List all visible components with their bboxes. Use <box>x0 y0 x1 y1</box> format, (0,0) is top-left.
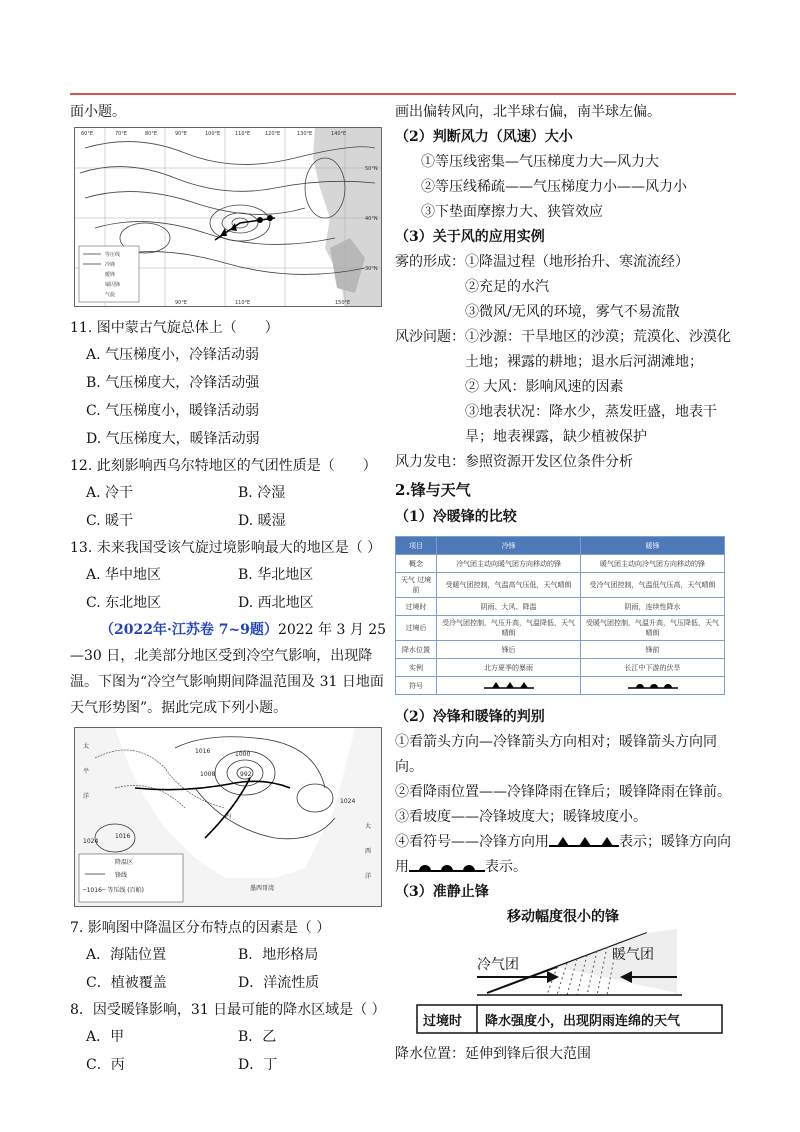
q7-option-c[interactable]: C．植被覆盖 <box>86 975 167 991</box>
side-weather: 天气 <box>400 576 415 584</box>
map1-lat-2: 30°N <box>365 266 378 272</box>
section-front-weather: 2.锋与天气 <box>395 481 471 499</box>
q11-option-d[interactable]: D. 气压梯度大，暖锋活动弱 <box>86 431 260 447</box>
map2-place-tai: 太 <box>83 743 90 750</box>
rain-position-line: 降水位置：延伸到锋后很大范围 <box>395 1046 591 1062</box>
cell: 长江中下游的伏旱 <box>581 659 725 677</box>
map2-isobar-1008: 1008 <box>200 771 216 778</box>
map1-legend-cyclone: 气旋 <box>105 292 116 298</box>
q11-option-c[interactable]: C. 气压梯度小，暖锋活动弱 <box>86 403 260 419</box>
left-column <box>70 100 390 1079</box>
warm-front-symbol-cell <box>581 677 725 695</box>
th-cold: 冷锋 <box>437 537 581 555</box>
deflection-line: 画出偏转风向，北半球右偏，南半球左偏。 <box>395 104 661 120</box>
q11-option-a[interactable]: A. 气压梯度小，冷锋活动弱 <box>86 347 260 363</box>
heading-front-compare: （1）冷暖锋的比较 <box>395 509 517 525</box>
map1-lon-6: 120°E <box>265 131 281 137</box>
q13-option-d[interactable]: D. 西北地区 <box>238 595 314 611</box>
map1-bottom-2: 150°E <box>335 300 351 306</box>
map2-isobar-1000: 1000 <box>235 751 251 758</box>
map2-legend-cooling: 降温区 <box>115 859 134 866</box>
map2-isobar-992: 992 <box>240 771 252 778</box>
map1-lon-4: 100°E <box>205 131 221 137</box>
judge-4c: 用 <box>395 859 409 875</box>
map1-lon-5: 110°E <box>235 131 251 137</box>
cell: 阴雨，连续性降水 <box>581 598 725 616</box>
cell: 锋后 <box>437 641 581 659</box>
heading-stationary-front: （3）准静止锋 <box>395 884 489 900</box>
map1-legend-cold: 冷锋 <box>105 262 116 268</box>
sand-item-2: ② 大风：影响风速的因素 <box>465 379 624 395</box>
pass-label: 过境时 <box>423 1014 463 1029</box>
map1-legend-occluded: 锢囚锋 <box>105 282 121 288</box>
pass-text: 降水强度小，出现阴雨连绵的天气 <box>485 1014 681 1029</box>
stationary-front-diagram <box>407 905 727 1040</box>
map2-isobar-1024a: 1024 <box>340 798 356 805</box>
map2-place-ping: 平 <box>83 768 90 775</box>
map2-place-nei: 内 <box>225 813 232 820</box>
judge-4d: 表示。 <box>485 859 527 875</box>
map2-place-yang1: 洋 <box>83 793 90 800</box>
fog-item-2: ②充足的水汽 <box>465 279 549 295</box>
intro-tail: 面小题。 <box>70 104 126 120</box>
sand-label: 风沙问题： <box>395 329 465 345</box>
th-warm: 暖锋 <box>581 537 725 555</box>
header-rule <box>70 93 736 95</box>
fog-label: 雾的形成： <box>395 254 465 270</box>
map1-lat-1: 40°N <box>365 216 378 222</box>
warm-air-label: 暖气团 <box>612 947 654 963</box>
cell: 冷气团主动向暖气团方向移动的锋 <box>437 555 581 573</box>
row-after: 过境后 <box>396 616 437 641</box>
warm-front-icon <box>628 681 678 689</box>
q8-stem: 8．因受暖锋影响，31 日最可能的降水区域是（ ） <box>70 1002 386 1018</box>
q8-option-d[interactable]: D．丁 <box>238 1057 278 1073</box>
cell: 暖气团主动向冷气团方向移动的锋 <box>581 555 725 573</box>
map1-lon-8: 140°E <box>331 131 347 137</box>
map1-lat-0: 50°N <box>365 166 378 172</box>
cell: 锋前 <box>581 641 725 659</box>
q7-stem: 7. 影响图中降温区分布特点的因素是（ ） <box>70 920 331 936</box>
judge-4a: ④看符号——冷锋方向用 <box>395 834 549 850</box>
q12-option-a[interactable]: A. 冷干 <box>86 485 134 501</box>
wind-rule-1: ①等压线密集—气压梯度力大—风力大 <box>421 154 659 170</box>
cell: 受冷气团控制，气温低气压高，天气晴朗 <box>581 573 725 598</box>
wind-rule-3: ③下垫面摩擦力大、狭管效应 <box>421 204 603 220</box>
cell: 受冷气团控制，气压升高，气温降低，天气晴朗 <box>437 616 581 641</box>
cold-front-symbol-cell <box>437 677 581 695</box>
cell: 北方夏季的暴雨 <box>437 659 581 677</box>
q13-stem: 13. 未来我国受该气旋过境影响最大的地区是（ ） <box>70 540 382 556</box>
north-america-weather-map <box>74 727 382 907</box>
map2-legend-front: 锋线 <box>115 872 128 879</box>
q13-option-b[interactable]: B. 华北地区 <box>238 567 314 583</box>
q12-stem: 12. 此刻影响西乌尔特地区的气团性质是（ ） <box>70 458 377 474</box>
q7-option-b[interactable]: B．地形格局 <box>238 947 319 963</box>
row-example: 实例 <box>396 659 437 677</box>
cell: 阴雨、大风、降温 <box>437 598 581 616</box>
heading-wind-force: （2）判断风力（风速）大小 <box>395 129 573 145</box>
fog-item-1: ①降温过程（地形抬升、寒流流经） <box>465 254 689 270</box>
warm-front-inline-icon <box>409 860 485 874</box>
map1-bottom-1: 110°E <box>235 300 251 306</box>
q11-option-b[interactable]: B. 气压梯度大，冷锋活动强 <box>86 375 260 391</box>
map1-lon-2: 80°E <box>145 131 158 137</box>
row-before <box>396 573 437 598</box>
wind-power-line: 风力发电：参照资源开发区位条件分析 <box>395 454 633 470</box>
map1-lon-7: 130°E <box>297 131 313 137</box>
row-symbol: 符号 <box>396 677 437 695</box>
map1-lon-1: 70°E <box>115 131 128 137</box>
judge-4b: 表示；暖锋方向向 <box>619 834 731 850</box>
q8-option-b[interactable]: B．乙 <box>238 1029 277 1045</box>
cold-front-icon <box>484 681 534 689</box>
sand-item-3: ③地表状况：降水少，蒸发旺盛，地表干旱；地表裸露，缺少植被保护 <box>465 404 717 445</box>
row-rain-position: 降水位置 <box>396 641 437 659</box>
cell: 受暖气团控制，气温升高，气压降低，天气晴朗 <box>581 616 725 641</box>
q11-stem: 11. 图中蒙古气旋总体上（ ） <box>70 320 279 336</box>
cell: 过境前 <box>412 576 432 594</box>
wind-rule-2: ②等压线稀疏——气压梯度力小——风力小 <box>421 179 687 195</box>
map1-legend-warm: 暖锋 <box>105 272 116 278</box>
judge-1: ①看箭头方向—冷锋箭头方向相对；暖锋箭头方向同向。 <box>395 734 717 775</box>
map2-isobar-1016a: 1016 <box>195 748 211 755</box>
front-comparison-table <box>395 536 725 695</box>
map2-isobar-1016b: 1016 <box>115 833 131 840</box>
heading-wind-application: （3）关于风的应用实例 <box>395 229 545 245</box>
q12-option-d[interactable]: D. 暖湿 <box>238 513 286 529</box>
sand-item-1: ①沙源：干旱地区的沙漠；荒漠化、沙漠化土地；裸露的耕地；退水后河湖滩地； <box>465 329 731 370</box>
th-item: 项目 <box>396 537 437 555</box>
passage-text: 2022 年 3 月 25—30 日，北美部分地区受到冷空气影响，出现降温。下图为“冷空气影响期间降温范围及 31 日地面天气形势图”。据此完成下列小题。 <box>70 622 387 716</box>
map1-legend-isobar: 等压线 <box>105 252 121 258</box>
q8-option-a[interactable]: A．甲 <box>86 1029 125 1045</box>
judge-2: ②看降雨位置——冷锋降雨在锋后；暖锋降雨在锋前。 <box>395 784 731 800</box>
map2-place-xi: 西 <box>365 848 372 855</box>
fog-item-3: ③微风/无风的环境，雾气不易流散 <box>465 304 680 320</box>
source-citation: （2022年·江苏卷 7~9题） <box>100 622 278 638</box>
map2-place-gulf: 墨西哥湾 <box>250 885 275 892</box>
cell: 受暖气团控制，气温高气压低，天气晴朗 <box>437 573 581 598</box>
row-during: 过境时 <box>396 598 437 616</box>
cold-air-label: 冷气团 <box>477 957 519 973</box>
q13-option-a[interactable]: A. 华中地区 <box>86 567 162 583</box>
map2-isobar-1024b: 1024 <box>83 838 99 845</box>
map2-place-yang2: 洋 <box>365 873 372 880</box>
q12-option-b[interactable]: B. 冷湿 <box>238 485 286 501</box>
q8-option-c[interactable]: C．丙 <box>86 1057 125 1073</box>
q7-option-d[interactable]: D．洋流性质 <box>238 975 320 991</box>
map1-bottom-0: 90°E <box>175 300 188 306</box>
q13-option-c[interactable]: C. 东北地区 <box>86 595 162 611</box>
map2-legend-isobar: ─1016─ 等压线 (百帕) <box>83 887 144 894</box>
row-concept: 概念 <box>396 555 437 573</box>
heading-front-judge: （2）冷锋和暖锋的判别 <box>395 709 545 725</box>
q12-option-c[interactable]: C. 暖干 <box>86 513 134 529</box>
cold-front-inline-icon <box>549 835 619 849</box>
q7-option-a[interactable]: A．海陆位置 <box>86 947 167 963</box>
map1-lon-3: 90°E <box>175 131 188 137</box>
map2-place-da: 大 <box>365 823 372 830</box>
judge-3: ③看坡度——冷锋坡度大；暖锋坡度小。 <box>395 809 647 825</box>
mongolia-cyclone-map <box>74 127 382 307</box>
diagram-title: 移动幅度很小的锋 <box>507 909 619 925</box>
map1-lon-0: 60°E <box>81 131 94 137</box>
right-column <box>395 100 740 1067</box>
